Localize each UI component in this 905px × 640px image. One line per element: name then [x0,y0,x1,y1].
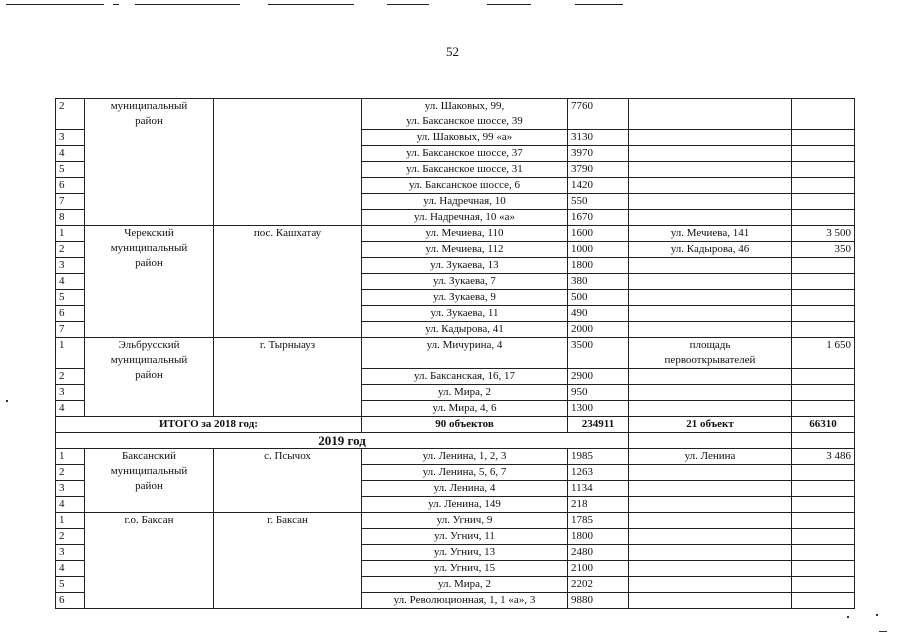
address-cell: ул. Зукаева, 7 [362,274,568,290]
address-cell: ул. Мира, 4, 6 [362,401,568,417]
row-number: 4 [56,146,85,162]
scan-artifact-line [268,4,354,5]
address-cell: ул. Надречная, 10 «а» [362,210,568,226]
area-cell: 1800 [568,258,629,274]
address-cell: ул. Революционная, 1, 1 «а», 3 [362,593,568,609]
public-space-cell [629,545,792,561]
address-cell: ул. Мира, 2 [362,577,568,593]
public-space-cell [629,162,792,178]
row-number: 8 [56,210,85,226]
public-space-cell [629,577,792,593]
public-area-cell: 350 [792,242,855,258]
row-number: 3 [56,545,85,561]
public-space-cell [629,130,792,146]
area-cell: 950 [568,385,629,401]
settlement-cell: г. Баксан [214,513,362,609]
public-area-cell [792,385,855,401]
area-cell: 1420 [568,178,629,194]
table-row [56,99,855,130]
area-cell: 218 [568,497,629,513]
district-cell: Баксанский муниципальный район [85,449,214,513]
area-cell: 3130 [568,130,629,146]
public-area-cell [792,481,855,497]
row-number: 2 [56,99,85,130]
address-cell: ул. Мечиева, 110 [362,226,568,242]
area-cell: 7760 [568,99,629,130]
public-area-cell [792,465,855,481]
row-number: 2 [56,465,85,481]
public-space-cell [629,146,792,162]
public-area-cell: 1 650 [792,338,855,369]
district-cell: Эльбрусский муниципальный район [85,338,214,417]
public-area-cell [792,130,855,146]
settlement-cell: пос. Кашхатау [214,226,362,338]
table-row [56,226,855,242]
address-cell: ул. Угнич, 9 [362,513,568,529]
public-space-cell [629,258,792,274]
public-space-cell [629,369,792,385]
public-space-cell: площадь первооткрывателей [629,338,792,369]
address-cell: ул. Мичурина, 4 [362,338,568,369]
area-cell: 1300 [568,401,629,417]
table-row [56,338,855,369]
public-area-cell [792,306,855,322]
public-space-cell: ул. Ленина [629,449,792,465]
scan-speck [847,616,849,618]
address-cell: ул. Угнич, 13 [362,545,568,561]
public-space-cell: ул. Кадырова, 46 [629,242,792,258]
area-cell: 3500 [568,338,629,369]
public-space-cell [629,481,792,497]
area-cell: 500 [568,290,629,306]
total-public-objects: 21 объект [629,417,792,433]
scan-speck [876,614,878,616]
public-space-cell [629,274,792,290]
public-area-cell [792,513,855,529]
scan-speck [6,400,8,402]
row-number: 4 [56,561,85,577]
public-space-cell [629,290,792,306]
row-number: 1 [56,338,85,369]
public-space-cell [629,306,792,322]
area-cell: 1134 [568,481,629,497]
area-cell: 1600 [568,226,629,242]
address-cell: ул. Ленина, 149 [362,497,568,513]
address-cell: ул. Баксанское шоссе, 31 [362,162,568,178]
public-space-cell [629,561,792,577]
address-cell: ул. Зукаева, 11 [362,306,568,322]
total-row-2018 [56,417,855,433]
public-space-cell [629,210,792,226]
table-row [56,449,855,465]
public-space-cell [629,322,792,338]
area-cell: 2000 [568,322,629,338]
area-cell: 2100 [568,561,629,577]
area-cell: 2900 [568,369,629,385]
scan-artifact-line [387,4,429,5]
public-area-cell [792,274,855,290]
public-space-cell [629,194,792,210]
year-heading: 2019 год [56,433,629,449]
public-area-cell [792,369,855,385]
area-cell: 3790 [568,162,629,178]
row-number: 7 [56,322,85,338]
public-area-cell [792,577,855,593]
public-area-cell [792,497,855,513]
address-cell: ул. Шаковых, 99 «а» [362,130,568,146]
public-area-cell [792,401,855,417]
address-cell: ул. Угнич, 11 [362,529,568,545]
public-area-cell [792,561,855,577]
row-number: 4 [56,497,85,513]
address-cell: ул. Баксанское шоссе, 37 [362,146,568,162]
row-number: 5 [56,577,85,593]
public-area-cell [792,99,855,130]
public-area-cell [792,162,855,178]
area-cell: 2202 [568,577,629,593]
address-cell: ул. Ленина, 5, 6, 7 [362,465,568,481]
row-number: 6 [56,306,85,322]
scan-artifact-line [113,4,119,5]
public-area-cell [792,210,855,226]
area-cell: 1785 [568,513,629,529]
public-space-cell [629,593,792,609]
scan-artifact-line [135,4,240,5]
public-area-cell: 3 486 [792,449,855,465]
public-space-cell [629,178,792,194]
row-number: 1 [56,513,85,529]
area-cell: 380 [568,274,629,290]
public-space-cell [629,465,792,481]
area-cell: 9880 [568,593,629,609]
total-public-area: 66310 [792,417,855,433]
row-number: 2 [56,242,85,258]
public-area-cell [792,593,855,609]
district-cell: Черекский муниципальный район [85,226,214,338]
address-cell: ул. Надречная, 10 [362,194,568,210]
public-space-cell [629,513,792,529]
public-area-cell [792,290,855,306]
row-number: 5 [56,290,85,306]
address-cell: ул. Ленина, 4 [362,481,568,497]
row-number: 7 [56,194,85,210]
public-space-cell [629,401,792,417]
row-number: 4 [56,401,85,417]
row-number: 2 [56,369,85,385]
address-cell: ул. Кадырова, 41 [362,322,568,338]
row-number: 4 [56,274,85,290]
row-number: 1 [56,449,85,465]
settlement-cell: г. Тырныауз [214,338,362,417]
area-cell: 490 [568,306,629,322]
public-area-cell: 3 500 [792,226,855,242]
address-cell: ул. Ленина, 1, 2, 3 [362,449,568,465]
area-cell: 1263 [568,465,629,481]
row-number: 1 [56,226,85,242]
settlement-cell [214,99,362,226]
public-area-cell [792,529,855,545]
settlement-cell: с. Псычох [214,449,362,513]
public-space-cell: ул. Мечиева, 141 [629,226,792,242]
area-cell: 2480 [568,545,629,561]
address-cell: ул. Шаковых, 99, ул. Баксанское шоссе, 39 [362,99,568,130]
area-cell: 1670 [568,210,629,226]
total-area: 234911 [568,417,629,433]
public-space-cell [629,385,792,401]
scan-artifact-line [487,4,531,5]
address-cell: ул. Мира, 2 [362,385,568,401]
district-cell: муниципальный район [85,99,214,226]
public-area-cell [792,322,855,338]
address-cell: ул. Баксанское шоссе, 6 [362,178,568,194]
district-cell: г.о. Баксан [85,513,214,609]
public-area-cell [792,146,855,162]
row-number: 3 [56,258,85,274]
row-number: 6 [56,593,85,609]
page-number: 52 [446,44,459,59]
area-cell: 1800 [568,529,629,545]
public-area-cell [792,178,855,194]
address-cell: ул. Угнич, 15 [362,561,568,577]
row-number: 5 [56,162,85,178]
public-area-cell [792,194,855,210]
row-number: 6 [56,178,85,194]
area-cell: 1000 [568,242,629,258]
public-space-cell [629,529,792,545]
scan-speck [879,631,887,632]
row-number: 3 [56,481,85,497]
row-number: 2 [56,529,85,545]
public-area-cell [792,258,855,274]
public-space-cell [629,99,792,130]
year-heading-row [56,433,855,449]
scan-artifact-line [6,4,104,5]
area-cell: 550 [568,194,629,210]
table-row [56,513,855,529]
row-number: 3 [56,385,85,401]
public-space-cell [629,497,792,513]
address-cell: ул. Зукаева, 9 [362,290,568,306]
total-label: ИТОГО за 2018 год: [56,417,362,433]
scan-artifact-line [575,4,623,5]
public-area-cell [792,545,855,561]
address-cell: ул. Зукаева, 13 [362,258,568,274]
address-cell: ул. Баксанская, 16, 17 [362,369,568,385]
row-number: 3 [56,130,85,146]
objects-table [55,98,855,609]
address-cell: ул. Мечиева, 112 [362,242,568,258]
area-cell: 3970 [568,146,629,162]
total-objects: 90 объектов [362,417,568,433]
area-cell: 1985 [568,449,629,465]
